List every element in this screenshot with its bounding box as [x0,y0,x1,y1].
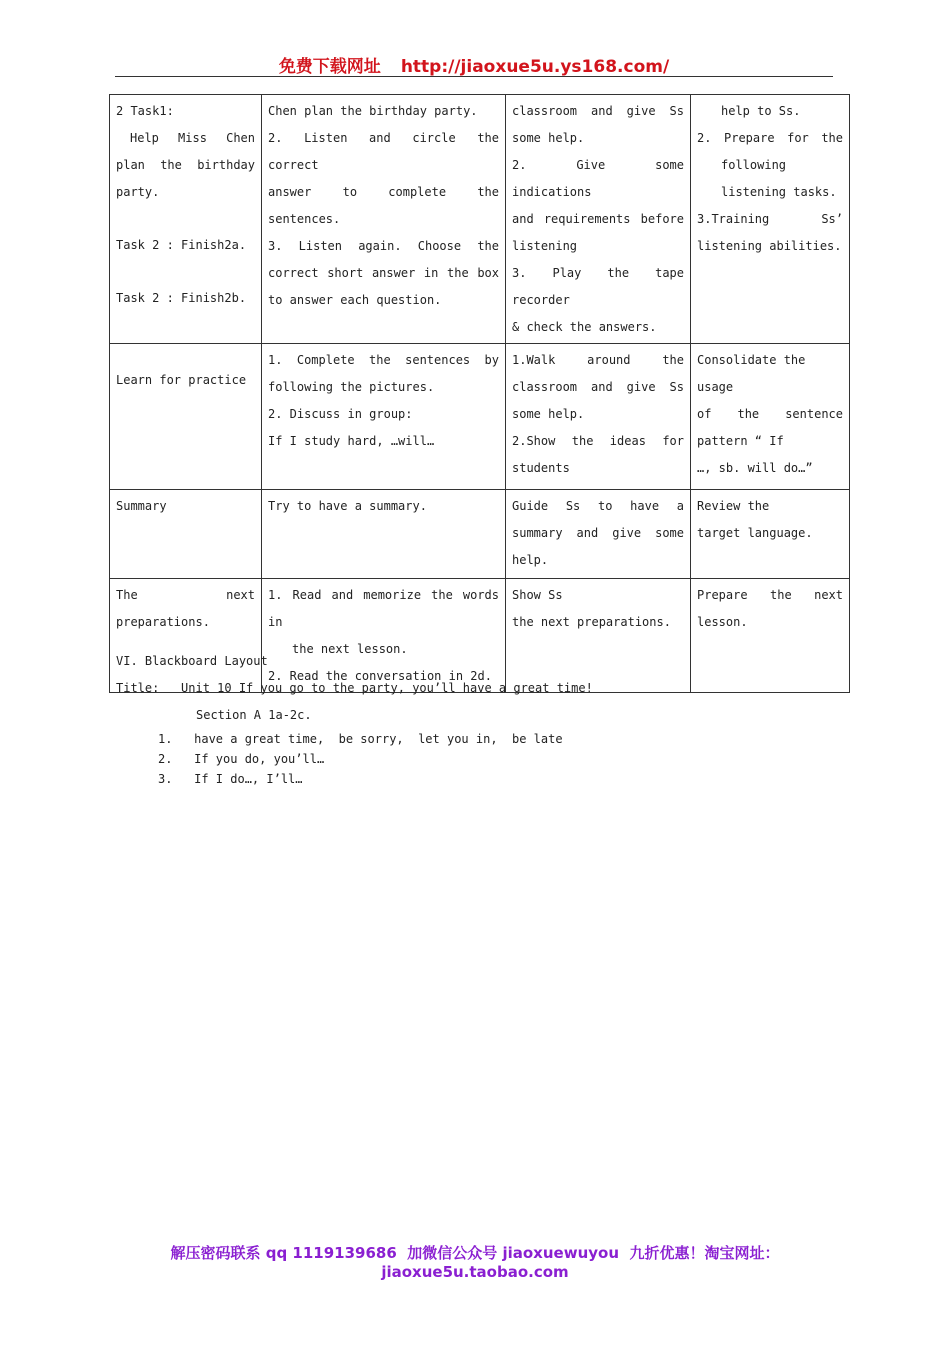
text-line: target language. [697,526,813,540]
text-line: preparations. [116,615,210,629]
text-line: 2. Give some indications [512,158,684,199]
purpose-cell [691,95,850,344]
text-line: summary and give some [512,526,684,540]
text-line: Guide Ss to have a [512,499,684,513]
text-line: following the pictures. [268,380,435,394]
page-header [115,52,833,77]
text-line: …, sb. will do…” [697,461,813,475]
table-row [110,490,850,579]
lesson-plan-table [109,94,850,693]
text-line: Task 2 : Finish2a. [116,238,247,252]
text-line: classroom and give Ss [512,380,684,394]
text-line: 2 Task1: [116,104,174,118]
text-line: 2. Read the conversation in 2d. [268,669,492,683]
text-line: Learn for practice [116,373,247,387]
text-line: the next lesson. [292,642,408,656]
text-line: pattern “ If [697,434,784,448]
text-line: some help. [512,407,585,421]
text-line: and requirements before [512,212,684,226]
teacher-activity-cell [506,490,691,579]
text-line: answer to complete the sentences. [268,185,499,226]
text-line: the next preparations. [512,615,671,629]
text-line: Show Ss [512,588,563,602]
text-line: 3. Listen again. Choose the [268,239,499,253]
text-line: correct short answer in the box [268,266,499,280]
text-line: listening tasks. [721,185,837,199]
text-line: to answer each question. [268,293,442,307]
text-line: listening abilities. [697,239,842,253]
student-activity-cell [262,344,506,490]
text-line: 1. Complete the sentences by [268,353,499,367]
student-activity-cell [262,95,506,344]
text-line: party. [116,185,160,199]
text-line: & check the answers. [512,320,657,334]
text-line: 2. Listen and circle the correct [268,131,499,172]
blackboard-layout [116,648,593,789]
text-line: lesson. [697,615,748,629]
text-line: 1.Walk around the [512,353,684,367]
text-line: classroom and give Ss [512,104,684,118]
text-line [116,259,255,285]
purpose-cell [691,579,850,693]
text-line: help. [512,553,549,567]
student-activity-cell [262,490,506,579]
purpose-cell [691,344,850,490]
text-line: 2.Show the ideas for [512,434,684,448]
page-footer [0,1244,950,1282]
stage-cell [110,490,262,579]
text-line: Consolidate the usage [697,353,806,394]
text-line: help to Ss. [721,104,801,118]
text-line: following [721,158,787,172]
layout-title: Title: Unit 10 If you go to the party, you’ll have a great time! [116,681,593,695]
text-line: 2. Discuss in group: [268,407,413,421]
text-line [116,206,255,232]
teacher-activity-cell [506,95,691,344]
text-line: If I study hard, …will… [268,434,435,448]
text-line: Chen plan the birthday party. [268,104,478,118]
purpose-cell [691,490,850,579]
layout-section: Section A 1a-2c. [196,708,312,722]
footer-link[interactable]: jiaoxue5u.taobao.com [381,1263,569,1281]
header-url-link[interactable]: http://jiaoxue5u.ys168.com/ [400,57,670,77]
text-line: Review the [697,499,770,513]
text-line: Try to have a summary. [268,499,427,513]
list-item: 3. If I do…, I’ll… [158,772,303,786]
text-line: Task 2 : Finish2b. [116,291,247,305]
stage-cell [110,344,262,490]
text-line: Help Miss Chen [130,131,255,145]
text-line: some help. [512,131,585,145]
text-line: plan the birthday [116,158,255,172]
list-item: 1. have a great time, be sorry, let you in, be late [158,732,563,746]
text-line: The next [116,588,255,602]
text-line: Prepare the next [697,588,843,602]
teacher-activity-cell [506,344,691,490]
text-line: listening [512,239,578,253]
footer-line-1: 解压密码联系 qq 1119139686 加微信公众号 jiaoxuewuyou 九折优惠！淘宝网址： [170,1244,780,1262]
text-line: students [512,461,570,475]
text-line: Summary [116,499,167,513]
text-line: 3.Training Ss’ [697,212,843,226]
text-line: 1. Read and memorize the words in [268,588,499,629]
section-heading: VI. Blackboard Layout [116,654,268,668]
text-line: of the sentence [697,407,843,421]
text-line: 3. Play the tape recorder [512,266,684,307]
stage-cell [110,95,262,344]
table-row [110,344,850,490]
list-item: 2. If you do, you’ll… [158,752,325,766]
table-row [110,95,850,344]
text-line: 2. Prepare for the [697,131,843,145]
header-label: 免费下载网址 [278,57,381,77]
